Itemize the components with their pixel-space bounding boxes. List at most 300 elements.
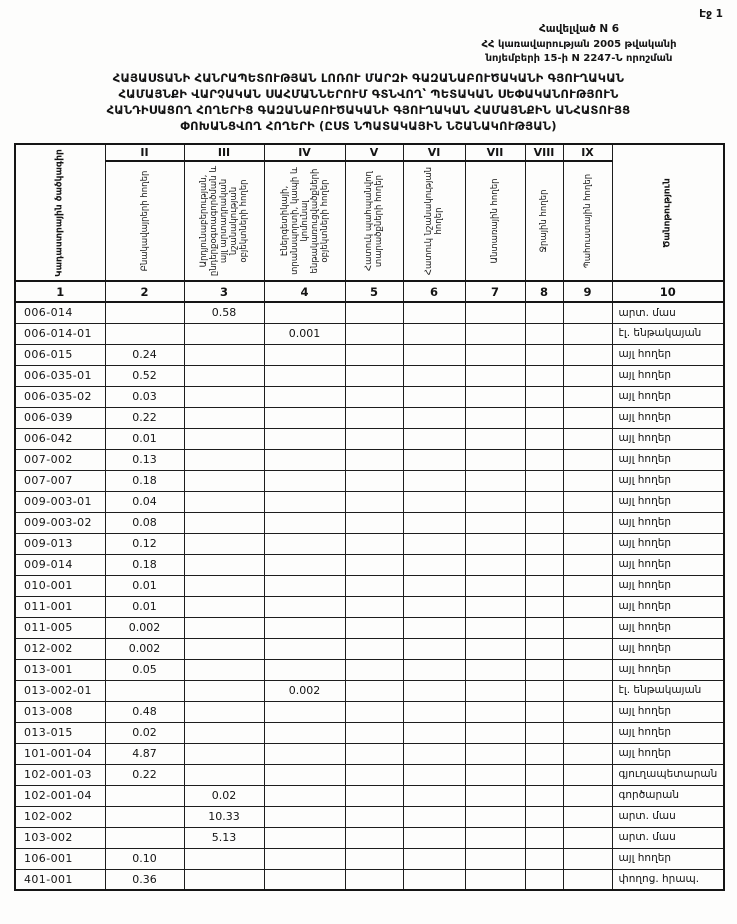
value-cell bbox=[465, 491, 525, 512]
value-cell bbox=[345, 344, 403, 365]
decree-line-1: ՀՀ կառավարության 2005 թվականի bbox=[481, 39, 677, 51]
document-title bbox=[40, 70, 697, 134]
value-cell bbox=[563, 680, 612, 701]
value-cell bbox=[345, 449, 403, 470]
column-index: 6 bbox=[403, 281, 465, 302]
value-cell bbox=[525, 428, 563, 449]
note-cell: այլ հողեր bbox=[612, 344, 724, 365]
note-cell: այլ հողեր bbox=[612, 449, 724, 470]
value-cell bbox=[345, 596, 403, 617]
value-cell bbox=[184, 638, 264, 659]
note-cell: այլ հողեր bbox=[612, 596, 724, 617]
column-index: 5 bbox=[345, 281, 403, 302]
value-cell bbox=[345, 869, 403, 890]
value-cell bbox=[184, 869, 264, 890]
note-cell: արտ. մաս bbox=[612, 827, 724, 848]
value-cell bbox=[345, 785, 403, 806]
table-row bbox=[15, 806, 724, 827]
value-cell bbox=[525, 701, 563, 722]
roman-numeral-row bbox=[15, 144, 724, 161]
value-cell bbox=[563, 386, 612, 407]
value-cell bbox=[465, 785, 525, 806]
value-cell bbox=[403, 617, 465, 638]
table-body bbox=[15, 302, 724, 890]
value-cell bbox=[525, 386, 563, 407]
value-cell bbox=[563, 323, 612, 344]
note-cell: արտ. մաս bbox=[612, 302, 724, 323]
category-label: Արդյունաբերության, ընդերքօգտագործման և այլ արտադրական նշանակության օբյեկտների հողեր bbox=[184, 161, 264, 281]
cadastral-code-cell: 007-002 bbox=[15, 449, 105, 470]
value-cell bbox=[345, 722, 403, 743]
note-cell: այլ հողեր bbox=[612, 470, 724, 491]
cadastral-code-cell: 006-014 bbox=[15, 302, 105, 323]
annex-block bbox=[449, 22, 709, 65]
value-cell bbox=[465, 806, 525, 827]
column-index: 9 bbox=[563, 281, 612, 302]
table-row bbox=[15, 302, 724, 323]
cadastral-code-cell: 013-015 bbox=[15, 722, 105, 743]
table-row bbox=[15, 554, 724, 575]
value-cell bbox=[525, 638, 563, 659]
roman-numeral: VIII bbox=[525, 144, 563, 161]
column-index: 2 bbox=[105, 281, 184, 302]
cadastral-code-cell: 401-001 bbox=[15, 869, 105, 890]
title-line-3: ՀԱՆԴԻՍԱՑՈՂ ՀՈՂԵՐԻՑ ԳԱԶԱՆԱԲՈՒԾԱԿԱՆԻ ԳՅՈՒՂԱԿԱՆ ՀԱՄԱՅՆՔԻՆ ԱՆՀԱՏՈՒՅՑ bbox=[106, 103, 631, 118]
value-cell bbox=[264, 365, 345, 386]
value-cell bbox=[403, 575, 465, 596]
note-cell: այլ հողեր bbox=[612, 386, 724, 407]
value-cell bbox=[563, 764, 612, 785]
note-header: Ծանոթություն bbox=[612, 144, 724, 281]
value-cell bbox=[105, 806, 184, 827]
value-cell bbox=[563, 638, 612, 659]
value-cell bbox=[264, 302, 345, 323]
value-cell bbox=[403, 491, 465, 512]
table-row bbox=[15, 323, 724, 344]
cadastral-code-cell: 007-007 bbox=[15, 470, 105, 491]
title-line-4: ՓՈԽԱՆՑՎՈՂ ՀՈՂԵՐԻ (ԸՍՏ ՆՊԱՏԱԿԱՅԻՆ ՆՇԱՆԱԿՈՒԹՅԱՆ) bbox=[180, 119, 557, 134]
value-cell: 0.002 bbox=[264, 680, 345, 701]
note-cell: այլ հողեր bbox=[612, 701, 724, 722]
note-cell: այլ հողեր bbox=[612, 722, 724, 743]
value-cell bbox=[563, 701, 612, 722]
value-cell bbox=[264, 491, 345, 512]
value-cell bbox=[105, 302, 184, 323]
value-cell bbox=[345, 554, 403, 575]
value-cell bbox=[403, 428, 465, 449]
cadastral-code-cell: 006-035-01 bbox=[15, 365, 105, 386]
value-cell bbox=[465, 596, 525, 617]
value-cell bbox=[105, 785, 184, 806]
value-cell bbox=[525, 617, 563, 638]
value-cell: 0.002 bbox=[105, 638, 184, 659]
value-cell bbox=[345, 806, 403, 827]
value-cell bbox=[465, 869, 525, 890]
note-cell: այլ հողեր bbox=[612, 848, 724, 869]
value-cell bbox=[465, 764, 525, 785]
land-distribution-table bbox=[14, 143, 725, 891]
cadastral-code-cell: 006-015 bbox=[15, 344, 105, 365]
value-cell bbox=[184, 365, 264, 386]
value-cell bbox=[345, 302, 403, 323]
table-row bbox=[15, 785, 724, 806]
value-cell bbox=[525, 785, 563, 806]
value-cell bbox=[525, 344, 563, 365]
value-cell: 0.24 bbox=[105, 344, 184, 365]
table-row bbox=[15, 827, 724, 848]
value-cell bbox=[525, 743, 563, 764]
value-cell bbox=[525, 554, 563, 575]
value-cell: 0.01 bbox=[105, 575, 184, 596]
cadastral-code-cell: 012-002 bbox=[15, 638, 105, 659]
value-cell bbox=[184, 323, 264, 344]
value-cell bbox=[264, 575, 345, 596]
value-cell bbox=[525, 869, 563, 890]
value-cell bbox=[184, 470, 264, 491]
value-cell bbox=[525, 302, 563, 323]
value-cell bbox=[264, 428, 345, 449]
value-cell bbox=[465, 512, 525, 533]
value-cell bbox=[264, 554, 345, 575]
table-row bbox=[15, 449, 724, 470]
note-cell: այլ հողեր bbox=[612, 659, 724, 680]
value-cell bbox=[563, 722, 612, 743]
value-cell bbox=[184, 512, 264, 533]
table-row bbox=[15, 638, 724, 659]
value-cell bbox=[403, 533, 465, 554]
value-cell bbox=[465, 743, 525, 764]
value-cell bbox=[403, 470, 465, 491]
value-cell bbox=[465, 617, 525, 638]
value-cell bbox=[184, 617, 264, 638]
title-line-1: ՀԱՅԱՍՏԱՆԻ ՀԱՆՐԱՊԵՏՈՒԹՅԱՆ ԼՈՌՈՒ ՄԱՐԶԻ ԳԱԶԱՆԱԲՈՒԾԱԿԱՆԻ ԳՅՈՒՂԱԿԱՆ bbox=[112, 71, 625, 85]
value-cell bbox=[465, 365, 525, 386]
value-cell bbox=[403, 827, 465, 848]
value-cell bbox=[563, 470, 612, 491]
value-cell bbox=[465, 659, 525, 680]
cadastral-code-cell: 006-042 bbox=[15, 428, 105, 449]
value-cell bbox=[465, 470, 525, 491]
value-cell bbox=[465, 533, 525, 554]
note-cell: էլ. ենթակայան bbox=[612, 680, 724, 701]
value-cell bbox=[525, 512, 563, 533]
value-cell bbox=[184, 491, 264, 512]
value-cell bbox=[403, 869, 465, 890]
value-cell bbox=[563, 743, 612, 764]
value-cell bbox=[403, 302, 465, 323]
value-cell bbox=[403, 722, 465, 743]
value-cell: 0.02 bbox=[184, 785, 264, 806]
value-cell bbox=[345, 323, 403, 344]
value-cell bbox=[345, 428, 403, 449]
value-cell bbox=[525, 575, 563, 596]
value-cell bbox=[345, 407, 403, 428]
value-cell bbox=[525, 680, 563, 701]
note-cell: այլ հողեր bbox=[612, 365, 724, 386]
value-cell bbox=[525, 659, 563, 680]
value-cell bbox=[184, 575, 264, 596]
value-cell bbox=[184, 554, 264, 575]
note-cell: փողոց. հրապ. bbox=[612, 869, 724, 890]
note-cell: գործարան bbox=[612, 785, 724, 806]
value-cell bbox=[264, 869, 345, 890]
roman-numeral: IV bbox=[264, 144, 345, 161]
value-cell bbox=[465, 638, 525, 659]
value-cell: 0.22 bbox=[105, 407, 184, 428]
value-cell bbox=[264, 785, 345, 806]
value-cell bbox=[184, 680, 264, 701]
value-cell bbox=[184, 848, 264, 869]
value-cell bbox=[184, 659, 264, 680]
value-cell bbox=[345, 827, 403, 848]
value-cell bbox=[465, 848, 525, 869]
value-cell bbox=[563, 596, 612, 617]
value-cell bbox=[563, 617, 612, 638]
value-cell bbox=[184, 764, 264, 785]
table-row bbox=[15, 659, 724, 680]
table-row bbox=[15, 680, 724, 701]
value-cell bbox=[345, 491, 403, 512]
value-cell bbox=[563, 806, 612, 827]
note-cell: այլ հողեր bbox=[612, 638, 724, 659]
value-cell bbox=[465, 680, 525, 701]
value-cell bbox=[563, 449, 612, 470]
table-row bbox=[15, 722, 724, 743]
value-cell bbox=[525, 323, 563, 344]
cadastral-code-cell: 010-001 bbox=[15, 575, 105, 596]
value-cell bbox=[525, 827, 563, 848]
value-cell bbox=[563, 428, 612, 449]
column-index: 1 bbox=[15, 281, 105, 302]
roman-numeral: VII bbox=[465, 144, 525, 161]
value-cell: 5.13 bbox=[184, 827, 264, 848]
value-cell bbox=[264, 449, 345, 470]
value-cell: 0.18 bbox=[105, 554, 184, 575]
value-cell bbox=[563, 785, 612, 806]
category-label: Ջրային հողեր bbox=[525, 161, 563, 281]
note-cell: գյուղապետարան bbox=[612, 764, 724, 785]
cadastral-code-cell: 102-001-04 bbox=[15, 785, 105, 806]
value-cell bbox=[184, 386, 264, 407]
value-cell: 0.58 bbox=[184, 302, 264, 323]
value-cell bbox=[184, 407, 264, 428]
roman-numeral: IX bbox=[563, 144, 612, 161]
table-row bbox=[15, 491, 724, 512]
category-label: Անտառային հողեր bbox=[465, 161, 525, 281]
note-cell: այլ հողեր bbox=[612, 743, 724, 764]
value-cell bbox=[264, 407, 345, 428]
value-cell bbox=[563, 575, 612, 596]
value-cell bbox=[563, 848, 612, 869]
value-cell bbox=[264, 848, 345, 869]
value-cell bbox=[345, 764, 403, 785]
value-cell: 0.12 bbox=[105, 533, 184, 554]
value-cell bbox=[465, 344, 525, 365]
value-cell bbox=[465, 554, 525, 575]
value-cell bbox=[525, 596, 563, 617]
value-cell: 0.01 bbox=[105, 428, 184, 449]
value-cell bbox=[345, 743, 403, 764]
value-cell bbox=[403, 680, 465, 701]
value-cell bbox=[264, 470, 345, 491]
value-cell: 0.10 bbox=[105, 848, 184, 869]
value-cell bbox=[563, 659, 612, 680]
value-cell: 0.48 bbox=[105, 701, 184, 722]
table-row bbox=[15, 596, 724, 617]
value-cell bbox=[264, 617, 345, 638]
roman-numeral: II bbox=[105, 144, 184, 161]
cadastral-code-cell: 006-039 bbox=[15, 407, 105, 428]
value-cell: 0.002 bbox=[105, 617, 184, 638]
value-cell bbox=[264, 827, 345, 848]
cadastral-code-cell: 101-001-04 bbox=[15, 743, 105, 764]
value-cell bbox=[465, 449, 525, 470]
note-cell: այլ հողեր bbox=[612, 407, 724, 428]
value-cell bbox=[403, 848, 465, 869]
category-label: Էներգետիկայի, տրանսպորտի, կապի և կոմունալ ենթակառուցվածքների օբյեկտների հողեր bbox=[264, 161, 345, 281]
cadastral-code-cell: 006-014-01 bbox=[15, 323, 105, 344]
value-cell bbox=[465, 722, 525, 743]
value-cell: 0.52 bbox=[105, 365, 184, 386]
value-cell bbox=[563, 407, 612, 428]
note-cell: այլ հողեր bbox=[612, 617, 724, 638]
value-cell bbox=[403, 344, 465, 365]
value-cell bbox=[403, 764, 465, 785]
value-cell bbox=[563, 869, 612, 890]
annex-title: Հավելված N 6 bbox=[538, 23, 620, 35]
cadastral-code-header: Կադաստրային ծածկագիր bbox=[15, 144, 105, 281]
roman-numeral: III bbox=[184, 144, 264, 161]
cadastral-code-cell: 009-013 bbox=[15, 533, 105, 554]
value-cell bbox=[345, 680, 403, 701]
value-cell bbox=[264, 722, 345, 743]
table-row bbox=[15, 743, 724, 764]
value-cell bbox=[264, 764, 345, 785]
table-row bbox=[15, 848, 724, 869]
value-cell: 0.13 bbox=[105, 449, 184, 470]
note-cell: արտ. մաս bbox=[612, 806, 724, 827]
value-cell bbox=[465, 701, 525, 722]
value-cell bbox=[184, 344, 264, 365]
category-label: Հատուկ նշանակության հողեր bbox=[403, 161, 465, 281]
value-cell bbox=[345, 848, 403, 869]
title-line-2: ՀԱՄԱՅՆՔԻ ՎԱՐՉԱԿԱՆ ՍԱՀՄԱՆՆԵՐՈՒՄ ԳՏՆՎՈՂ՝ ՊԵՏԱԿԱՆ ՍԵՓԱԿԱՆՈՒԹՅՈՒՆ bbox=[118, 87, 619, 102]
decree-line-2: նոյեմբերի 15-ի N 2247-Ն որոշման bbox=[485, 52, 673, 64]
cadastral-code-cell: 013-002-01 bbox=[15, 680, 105, 701]
value-cell bbox=[563, 344, 612, 365]
value-cell bbox=[525, 533, 563, 554]
table-row bbox=[15, 533, 724, 554]
value-cell bbox=[465, 407, 525, 428]
value-cell: 4.87 bbox=[105, 743, 184, 764]
value-cell bbox=[465, 575, 525, 596]
value-cell: 0.18 bbox=[105, 470, 184, 491]
value-cell bbox=[345, 575, 403, 596]
cadastral-code-cell: 011-005 bbox=[15, 617, 105, 638]
value-cell bbox=[403, 407, 465, 428]
value-cell bbox=[345, 533, 403, 554]
value-cell bbox=[525, 806, 563, 827]
value-cell: 0.08 bbox=[105, 512, 184, 533]
cadastral-code-cell: 011-001 bbox=[15, 596, 105, 617]
value-cell: 10.33 bbox=[184, 806, 264, 827]
value-cell: 0.22 bbox=[105, 764, 184, 785]
column-index: 4 bbox=[264, 281, 345, 302]
value-cell bbox=[264, 659, 345, 680]
value-cell: 0.04 bbox=[105, 491, 184, 512]
value-cell bbox=[403, 743, 465, 764]
value-cell bbox=[345, 470, 403, 491]
roman-numeral: VI bbox=[403, 144, 465, 161]
value-cell bbox=[184, 701, 264, 722]
value-cell bbox=[403, 512, 465, 533]
cadastral-code-cell: 006-035-02 bbox=[15, 386, 105, 407]
table-row bbox=[15, 428, 724, 449]
value-cell bbox=[184, 428, 264, 449]
value-cell bbox=[403, 638, 465, 659]
table-row bbox=[15, 575, 724, 596]
column-index: 10 bbox=[612, 281, 724, 302]
value-cell bbox=[403, 806, 465, 827]
value-cell bbox=[345, 386, 403, 407]
value-cell bbox=[525, 407, 563, 428]
value-cell bbox=[525, 722, 563, 743]
value-cell bbox=[105, 323, 184, 344]
value-cell bbox=[264, 344, 345, 365]
value-cell bbox=[525, 764, 563, 785]
value-cell bbox=[403, 659, 465, 680]
note-cell: այլ հողեր bbox=[612, 533, 724, 554]
table-row bbox=[15, 365, 724, 386]
value-cell bbox=[563, 827, 612, 848]
note-cell: այլ հողեր bbox=[612, 512, 724, 533]
cadastral-code-cell: 013-001 bbox=[15, 659, 105, 680]
value-cell bbox=[403, 386, 465, 407]
value-cell: 0.01 bbox=[105, 596, 184, 617]
cadastral-code-cell: 009-003-01 bbox=[15, 491, 105, 512]
value-cell bbox=[465, 323, 525, 344]
value-cell bbox=[465, 827, 525, 848]
table-row bbox=[15, 386, 724, 407]
cadastral-code-cell: 106-001 bbox=[15, 848, 105, 869]
value-cell bbox=[525, 491, 563, 512]
value-cell: 0.03 bbox=[105, 386, 184, 407]
column-index: 3 bbox=[184, 281, 264, 302]
note-cell: այլ հողեր bbox=[612, 554, 724, 575]
value-cell bbox=[184, 533, 264, 554]
value-cell bbox=[105, 827, 184, 848]
cadastral-code-cell: 009-014 bbox=[15, 554, 105, 575]
value-cell bbox=[403, 701, 465, 722]
value-cell bbox=[264, 638, 345, 659]
value-cell bbox=[264, 701, 345, 722]
table-header bbox=[15, 144, 724, 302]
note-cell: էլ. ենթակայան bbox=[612, 323, 724, 344]
value-cell bbox=[345, 365, 403, 386]
category-label: Բնակավայրերի հողեր bbox=[105, 161, 184, 281]
column-index: 7 bbox=[465, 281, 525, 302]
value-cell bbox=[264, 806, 345, 827]
value-cell bbox=[403, 554, 465, 575]
roman-numeral: V bbox=[345, 144, 403, 161]
cadastral-code-cell: 013-008 bbox=[15, 701, 105, 722]
table-row bbox=[15, 512, 724, 533]
value-cell bbox=[525, 470, 563, 491]
value-cell bbox=[563, 512, 612, 533]
cadastral-code-cell: 009-003-02 bbox=[15, 512, 105, 533]
value-cell bbox=[465, 428, 525, 449]
value-cell bbox=[563, 491, 612, 512]
